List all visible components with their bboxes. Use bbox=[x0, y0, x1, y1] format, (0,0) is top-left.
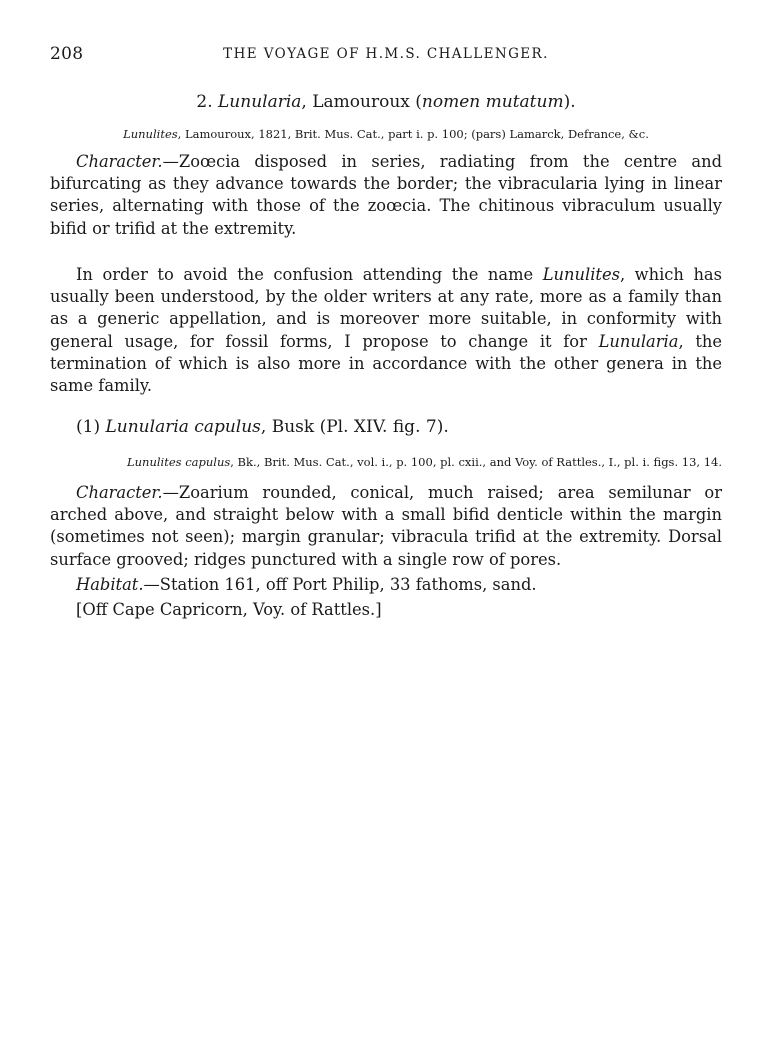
species-character-paragraph bbox=[50, 482, 722, 571]
genus-character-text: —Zoœcia disposed in series, radiating from the centre and bifurcating as they advance towards the border; the vibracularia lying in linear series, alternating with those of the zoœcia. The chitinous vibraculum usually bifid or trifid at the extremity. bbox=[50, 152, 722, 238]
page-number: 208 bbox=[50, 44, 84, 64]
genus-number: 2. bbox=[196, 92, 213, 112]
species-number: (1) bbox=[76, 417, 101, 437]
species-synonymy bbox=[50, 455, 722, 469]
genus-synonymy bbox=[50, 127, 722, 141]
genus-note-text-c: , the termination of which is also more in accordance with the other genera in the same family. bbox=[50, 331, 722, 396]
genus-heading bbox=[50, 92, 722, 112]
genus-note-text-a: In order to avoid the confusion attending the name bbox=[76, 265, 543, 284]
genus-close: ). bbox=[563, 92, 576, 112]
habitat-label: Habitat. bbox=[76, 575, 144, 594]
genus-synonym-text: , Lamouroux, 1821, Brit. Mus. Cat., part i. p. 100; (pars) Lamarck, Defrance, &c. bbox=[177, 127, 649, 141]
running-head bbox=[50, 44, 722, 68]
species-heading bbox=[76, 417, 449, 437]
genus-note: nomen mutatum bbox=[421, 92, 564, 112]
genus-note-term-b: Lunularia bbox=[598, 331, 679, 351]
species-synonym-name: Lunulites capulus bbox=[127, 455, 231, 469]
genus-synonym-name: Lunulites bbox=[123, 127, 178, 141]
genus-note-term-a: Lunulites bbox=[542, 265, 620, 284]
species-character-label: Character. bbox=[76, 483, 163, 502]
genus-note-text-b: , which has usually been understood, by the older writers at any rate, more as a family than as a generic appellation, and is moreover more suitable, in conformity with general usage, for fossil forms, I propose to change it for bbox=[50, 265, 722, 351]
species-character-text: —Zoarium rounded, conical, much raised; area semilunar or arched above, and straight below with a small bifid denticle within the margin (sometimes not seen); margin granular; vibracula trifid at the extremity. Dorsal surface grooved; ridges punctured with a single row of pores. bbox=[50, 483, 722, 569]
genus-character-label: Character. bbox=[76, 152, 163, 171]
species-author: , Busk (Pl. XIV. fig. 7). bbox=[260, 417, 449, 437]
genus-author: , Lamouroux ( bbox=[301, 92, 422, 112]
genus-note-paragraph bbox=[50, 264, 722, 397]
genus-name: Lunularia bbox=[218, 92, 302, 112]
habitat-line bbox=[76, 575, 537, 594]
habitat-text: —Station 161, off Port Philip, 33 fathoms, sand. bbox=[143, 575, 537, 594]
running-title: THE VOYAGE OF H.M.S. CHALLENGER. bbox=[223, 46, 549, 62]
locality-line: [Off Cape Capricorn, Voy. of Rattles.] bbox=[76, 600, 382, 619]
species-name: Lunularia capulus bbox=[105, 417, 261, 437]
genus-character-paragraph bbox=[50, 151, 722, 240]
species-synonym-text: , Bk., Brit. Mus. Cat., vol. i., p. 100, pl. cxii., and Voy. of Rattles., I., pl. i. figs. 13, 14. bbox=[230, 455, 722, 469]
